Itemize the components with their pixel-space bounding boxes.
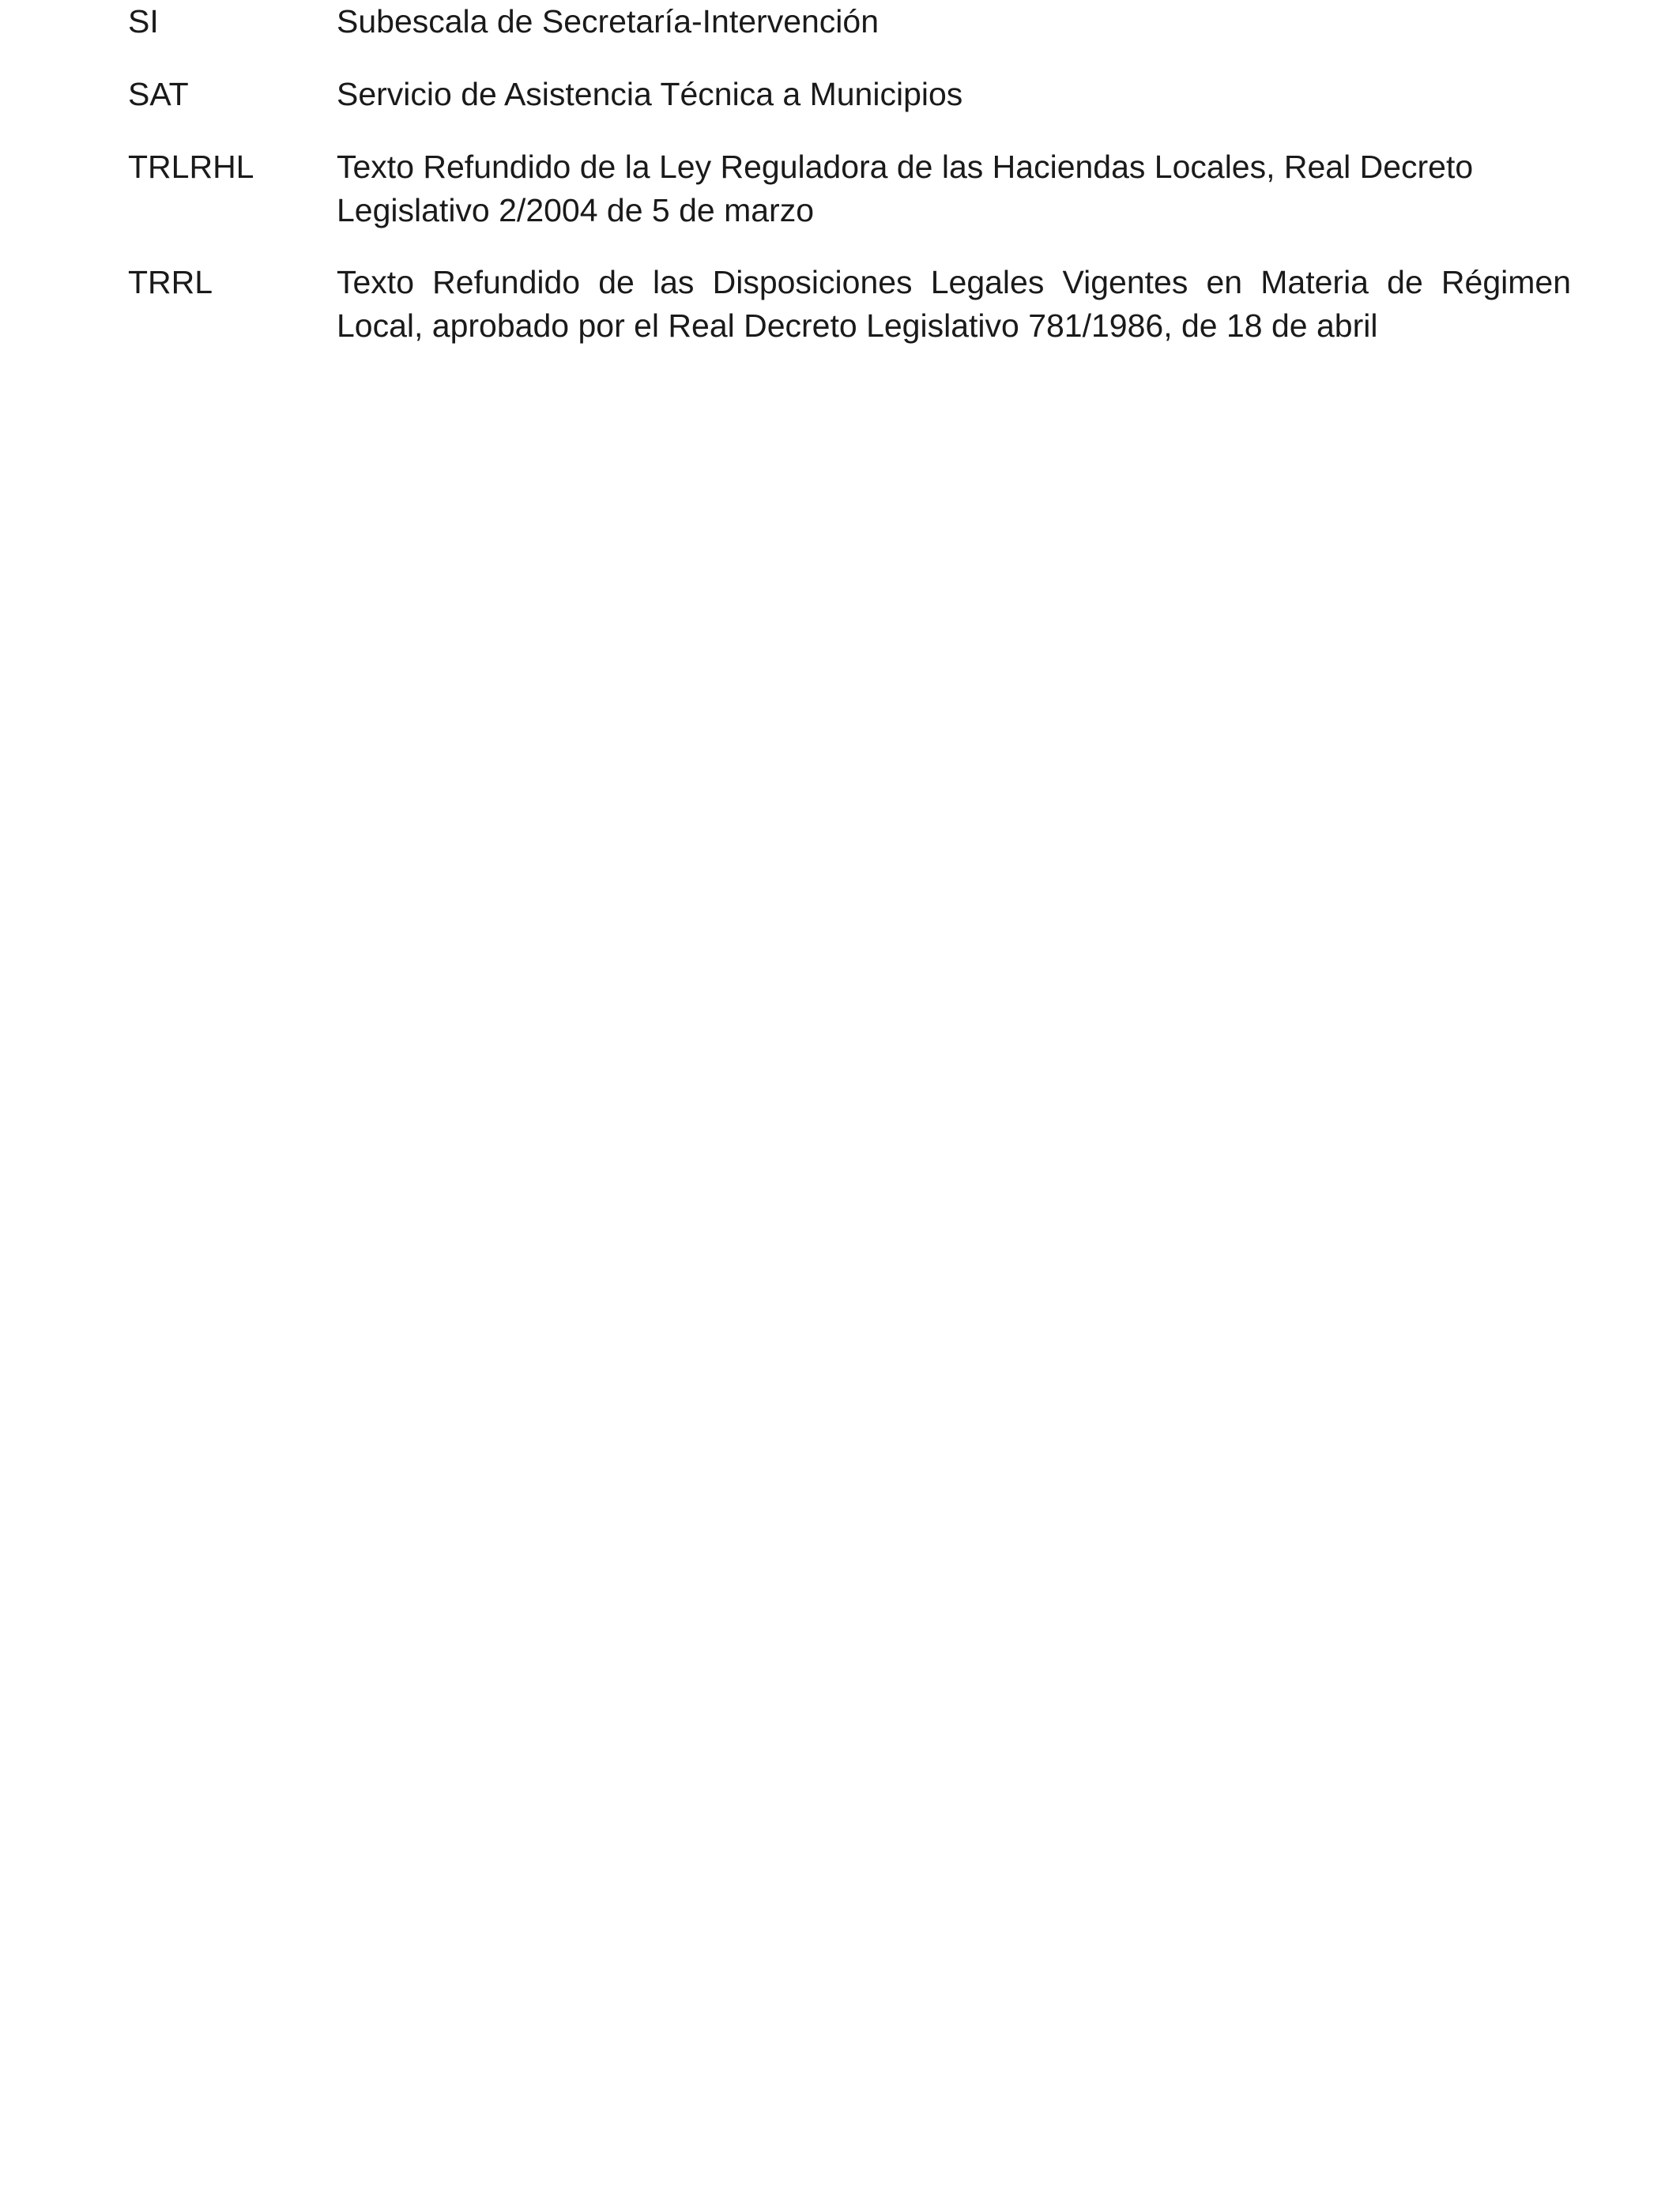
abbreviation-term: SAT [128,76,189,112]
abbreviation-definition: Texto Refundido de la Ley Reguladora de las Haciendas Locales, Real Decreto Legislativo 2/2004 de 5 de marzo [337,149,1474,228]
abbreviation-row [128,0,1571,43]
abbreviation-definition: Texto Refundido de las Disposiciones Legales Vigentes en Materia de Régimen Local, aprobado por el Real Decreto Legislativo 781/1986, de 18 de abril [337,264,1571,344]
abbreviation-term: TRRL [128,264,213,300]
abbreviation-row [128,145,1571,232]
abbreviation-term: SI [128,3,159,40]
abbreviation-definition: Servicio de Asistencia Técnica a Municipios [337,76,963,112]
abbreviation-term: TRLRHL [128,149,254,185]
abbreviation-row [128,261,1571,348]
abbreviation-row [128,73,1571,116]
abbreviation-definition: Subescala de Secretaría-Intervención [337,3,880,40]
